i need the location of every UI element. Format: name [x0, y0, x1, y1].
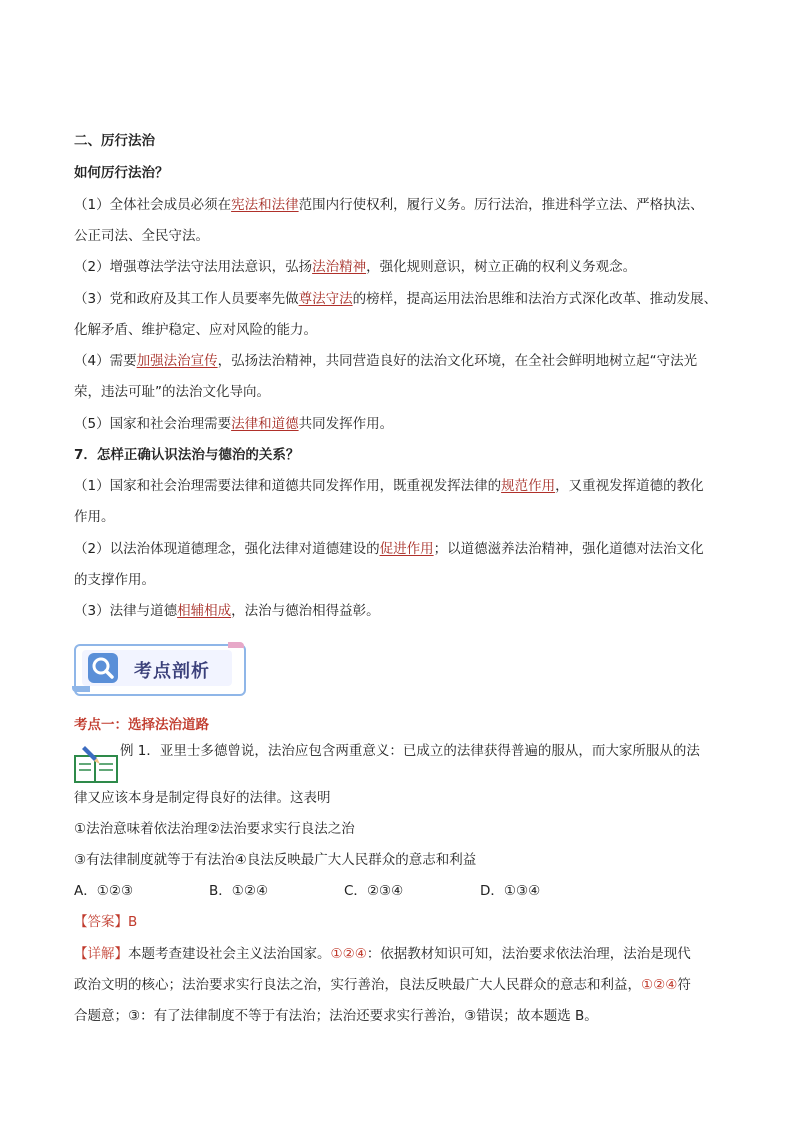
text: （5）国家和社会治理需要	[74, 416, 232, 432]
option-letter: C．	[344, 883, 367, 899]
option-text: ①②④	[231, 883, 269, 899]
text: （3）党和政府及其工作人员要率先做	[74, 291, 299, 307]
banner-decoration	[72, 686, 90, 692]
statement-list: ①法治意味着依法治理②法治要求实行良法之治	[74, 821, 355, 837]
banner-title: 考点剖析	[134, 661, 210, 682]
paragraph	[74, 601, 380, 621]
key-term: 法治精神	[312, 259, 367, 275]
text: ，强化规则意识，树立正确的权利义务观念。	[366, 259, 637, 275]
paragraph	[74, 414, 393, 434]
key-term: 加强法治宣传	[136, 353, 218, 369]
statement-list: ③有法律制度就等于有法治④良法反映最广大人民群众的意志和利益	[74, 852, 477, 868]
text: ；以道德滋养法治精神，强化道德对法治文化	[433, 541, 704, 557]
answer-value: B	[128, 914, 138, 930]
text: ①②④	[641, 977, 678, 993]
text: 符	[677, 977, 691, 993]
paragraph	[74, 195, 704, 215]
book-pencil-icon	[73, 742, 119, 784]
text: ，又重视发挥道德的教化	[555, 478, 704, 494]
paragraph	[74, 351, 697, 371]
paragraph-continued: 的支撑作用。	[74, 572, 155, 588]
paragraph-continued: 荣，违法可耻”的法治文化导向。	[74, 384, 270, 400]
question-text: 例 1．亚里士多德曾说，法治应包含两重意义：已成立的法律获得普遍的服从，而大家所服从的法	[120, 743, 700, 759]
detail-tag: 【详解】	[74, 946, 128, 962]
text: 的榜样，提高运用法治思维和法治方式深化改革、推动发展、	[352, 291, 718, 307]
text: ：依据教材知识可知，法治要求依法治理，法治是现代	[366, 946, 691, 962]
text: （1）全体社会成员必须在	[74, 197, 232, 213]
key-term: 法律和道德	[231, 416, 299, 432]
section-heading: 二、厉行法治	[74, 133, 155, 149]
detail-line	[74, 944, 691, 964]
option-letter: B．	[209, 883, 232, 899]
option-letter: A．	[74, 883, 97, 899]
text: （2）以法治体现道德理念，强化法律对道德建设的	[74, 541, 380, 557]
section-banner	[74, 644, 244, 694]
magnifier-icon	[88, 653, 118, 683]
text: （4）需要	[74, 353, 137, 369]
option-c	[344, 881, 403, 901]
question-heading: 如何厉行法治？	[74, 165, 169, 181]
paragraph-continued: 作用。	[74, 509, 115, 525]
section-heading: 7．怎样正确认识法治与德治的关系？	[74, 447, 300, 463]
option-text: ①③④	[503, 883, 541, 899]
key-term: 尊法守法	[298, 291, 353, 307]
text: 共同发挥作用。	[298, 416, 394, 432]
text: 范围内行使权利，履行义务。厉行法治，推进科学立法、严格执法、	[298, 197, 704, 213]
paragraph	[74, 289, 717, 309]
text: ，法治与德治相得益彰。	[231, 603, 380, 619]
option-text: ②③④	[366, 883, 404, 899]
paragraph	[74, 476, 704, 496]
text: （2）增强尊法学法守法用法意识，弘扬	[74, 259, 313, 275]
paragraph-continued: 公正司法、全民守法。	[74, 228, 209, 244]
text: ①②④	[330, 946, 367, 962]
paragraph-continued: 化解矛盾、维护稳定、应对风险的能力。	[74, 322, 317, 338]
option-text: ①②③	[96, 883, 134, 899]
banner-decoration	[228, 642, 244, 648]
option-b	[209, 881, 268, 901]
text: ，弘扬法治精神，共同营造良好的法治文化环境，在全社会鲜明地树立起“守法光	[217, 353, 698, 369]
question-text-continued: 律又应该本身是制定得良好的法律。这表明	[74, 790, 331, 806]
answer-line	[74, 912, 137, 932]
paragraph	[74, 257, 636, 277]
option-d	[480, 881, 540, 901]
topic-heading: 考点一：选择法治道路	[74, 717, 209, 733]
option-letter: D．	[480, 883, 504, 899]
text: 本题考查建设社会主义法治国家。	[128, 946, 331, 962]
text: （1）国家和社会治理需要法律和道德共同发挥作用，既重视发挥法律的	[74, 478, 502, 494]
key-term: 相辅相成	[177, 603, 232, 619]
answer-tag: 【答案】	[74, 914, 128, 930]
text: 政治文明的核心；法治要求实行良法之治，实行善治，良法反映最广大人民群众的意志和利益，	[74, 977, 641, 993]
text: （3）法律与道德	[74, 603, 178, 619]
option-a	[74, 881, 133, 901]
detail-line	[74, 975, 691, 995]
key-term: 宪法和法律	[231, 197, 299, 213]
key-term: 促进作用	[379, 541, 434, 557]
paragraph	[74, 539, 704, 559]
key-term: 规范作用	[501, 478, 556, 494]
detail-line: 合题意；③：有了法律制度不等于有法治；法治还要求实行善治，③错误；故本题选 B。	[74, 1008, 598, 1024]
